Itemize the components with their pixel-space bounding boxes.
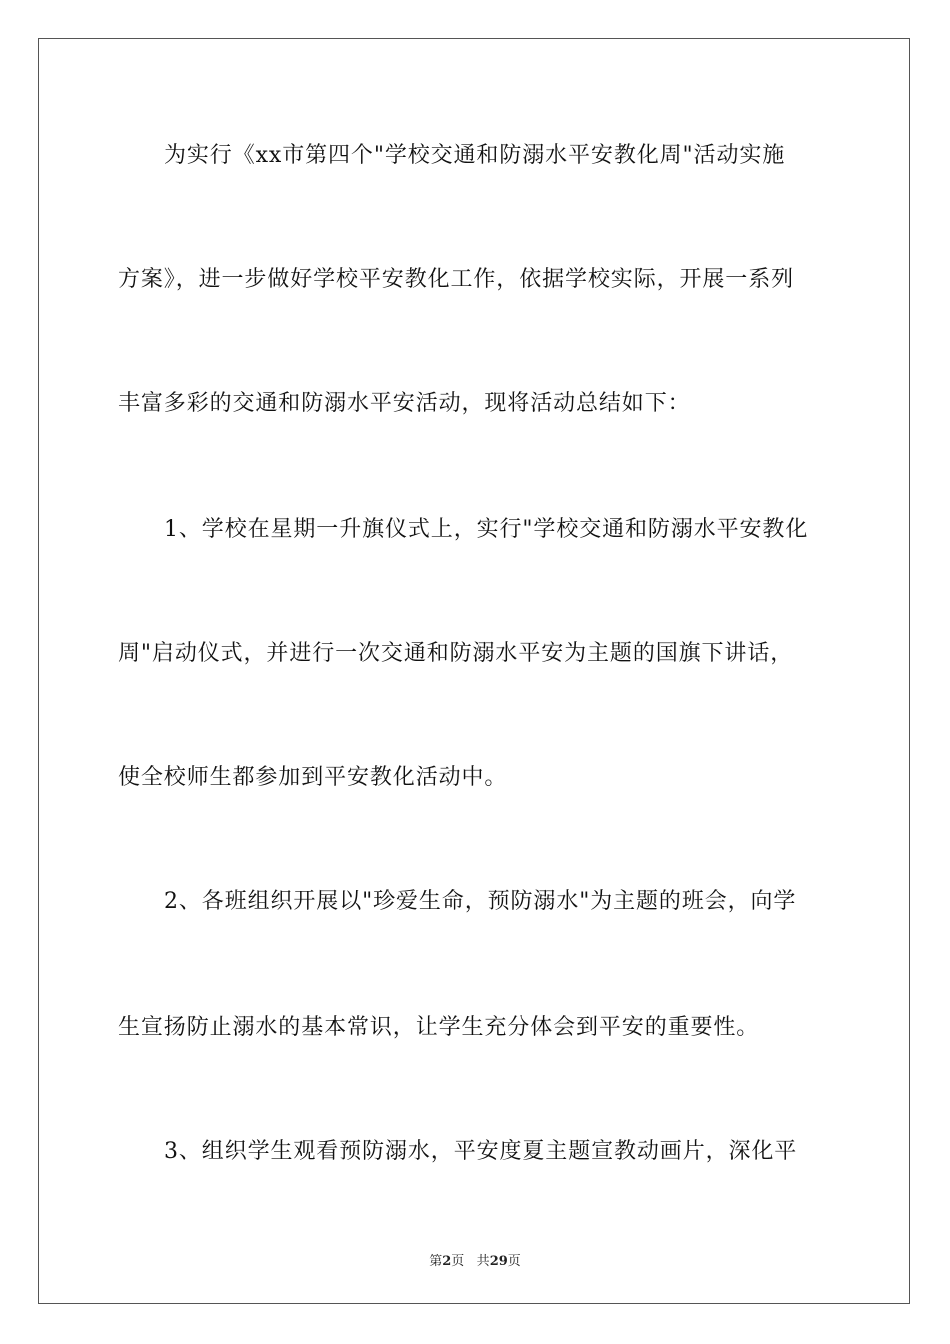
footer-total-suffix: 页: [507, 1254, 521, 1269]
footer-page-suffix: 页: [451, 1254, 465, 1269]
footer-total-pages: 29: [489, 1254, 508, 1269]
paragraph-line-5: 周"启动仪式，并进行一次交通和防溺水平安为主题的国旗下讲话，: [118, 641, 794, 666]
footer-page-prefix: 第: [429, 1254, 443, 1269]
paragraph-line-9: 3、组织学生观看预防溺水，平安度夏主题宣教动画片，深化平: [164, 1139, 798, 1164]
paragraph-line-2: 方案》，进一步做好学校平安教化工作，依据学校实际，开展一系列: [118, 267, 795, 292]
page-footer: [0, 1250, 950, 1269]
paragraph-line-6: 使全校师生都参加到平安教化活动中。: [118, 765, 508, 790]
paragraph-line-8: 生宣扬防止溺水的基本常识，让学生充分体会到平安的重要性。: [118, 1015, 760, 1040]
footer-page-number: 2: [442, 1254, 452, 1269]
paragraph-line-3: 丰富多彩的交通和防溺水平安活动，现将活动总结如下：: [118, 391, 691, 416]
paragraph-line-4: 1、学校在星期一升旗仪式上，实行"学校交通和防溺水平安教化: [164, 517, 809, 542]
paragraph-line-1: 为实行《xx市第四个"学校交通和防溺水平安教化周"活动实施: [164, 143, 786, 168]
footer-total-prefix: 共: [476, 1254, 490, 1269]
paragraph-line-7: 2、各班组织开展以"珍爱生命，预防溺水"为主题的班会，向学: [164, 889, 797, 914]
page-border: [38, 38, 910, 1304]
